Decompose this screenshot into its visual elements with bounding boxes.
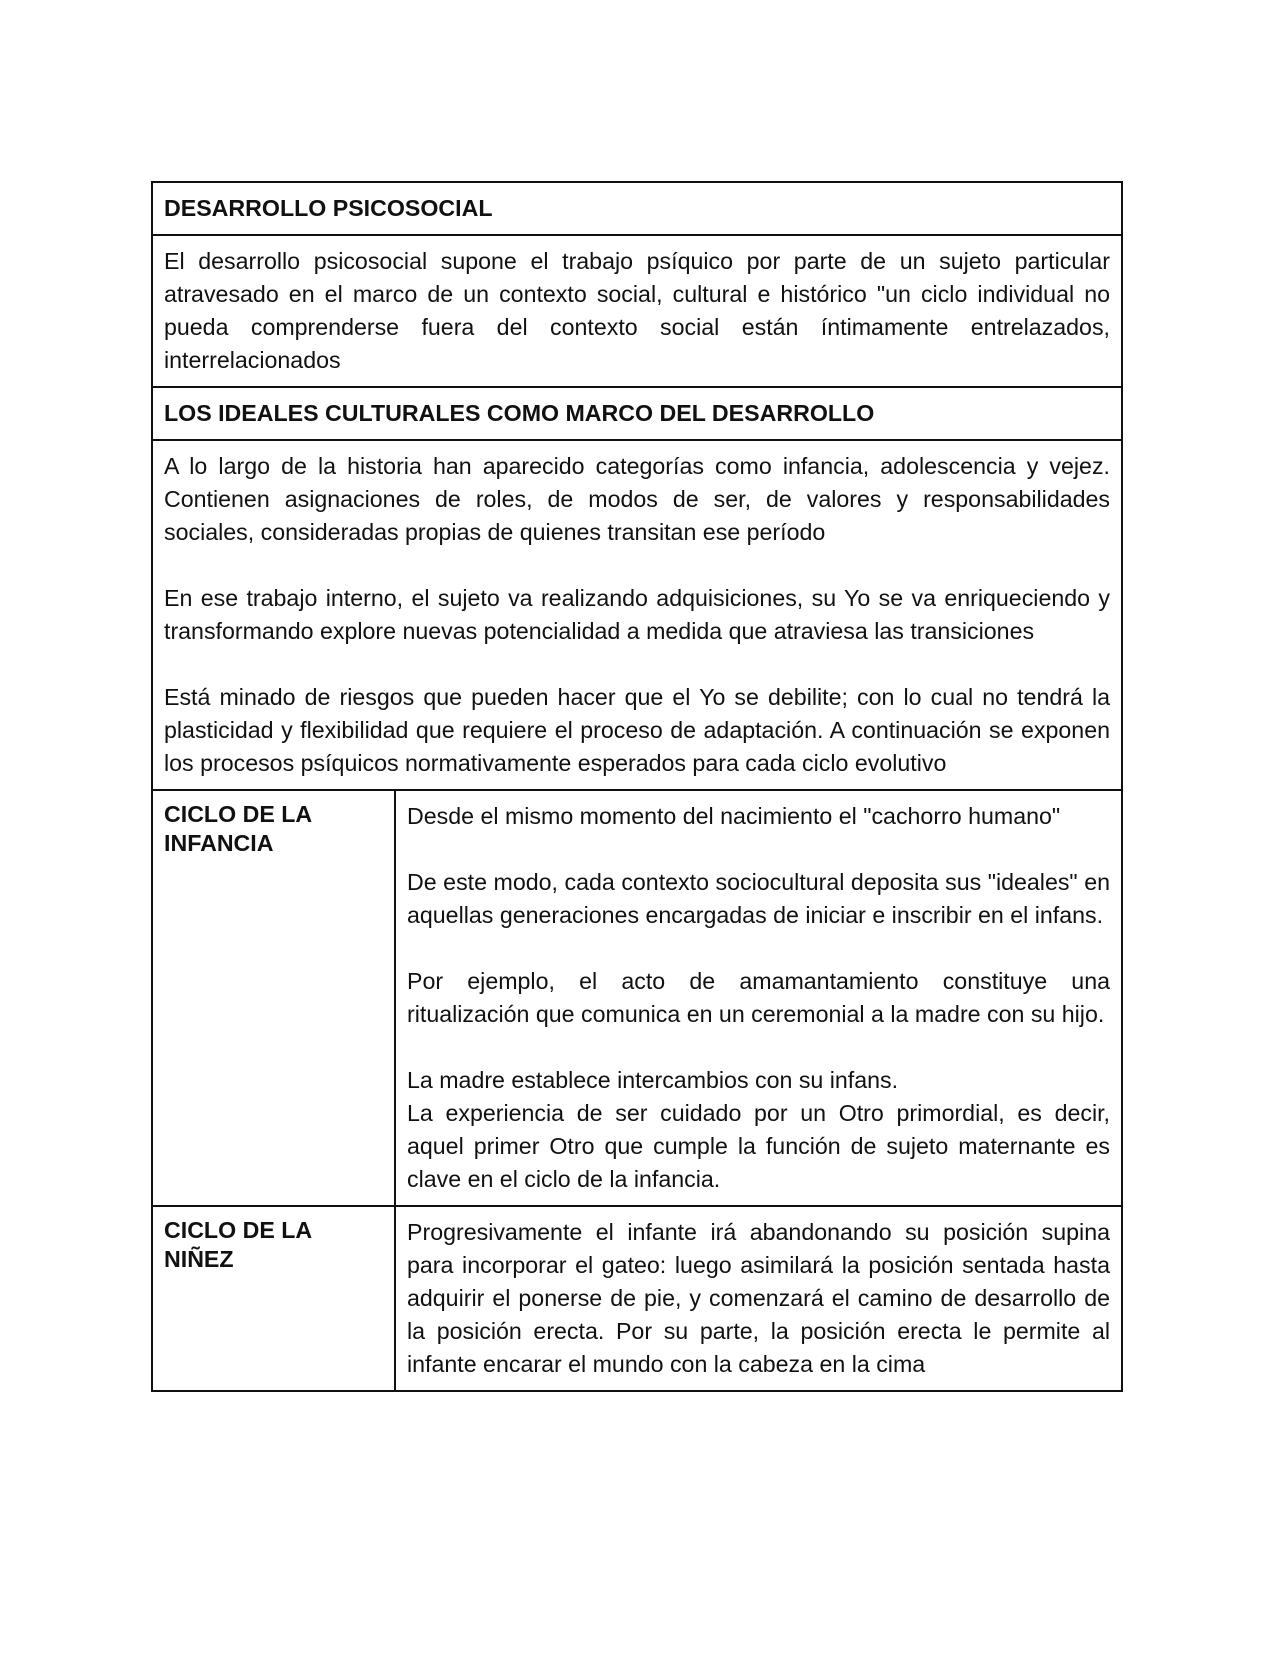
cycle-text-ninez <box>395 1206 1122 1391</box>
paragraph-line: La madre establece intercambios con su infans. <box>407 1067 899 1093</box>
section-heading-ideales-culturales: LOS IDEALES CULTURALES COMO MARCO DEL DESARROLLO <box>152 387 1122 440</box>
paragraph: Progresivamente el infante irá abandonando su posición supina para incorporar el gateo: luego asimilará la posición sentada hasta adquirir el ponerse de pie, y comenzará el camino de desarrollo de la posición erecta. Por su parte, la posición erecta le permite al infante encarar el mundo con la cabeza en la cima <box>407 1219 1110 1377</box>
paragraph: En ese trabajo interno, el sujeto va realizando adquisiciones, su Yo se va enriqueciendo y transformando explore nuevas potencialidad a medida que atraviesa las transiciones <box>164 585 1110 644</box>
cycle-label-line: CICLO DE LA <box>164 1217 313 1243</box>
table-row <box>152 182 1122 235</box>
cycle-label-line: INFANCIA <box>164 830 274 856</box>
cycle-label-line: CICLO DE LA <box>164 801 313 827</box>
table-row-ciclo-infancia <box>152 790 1122 1206</box>
cycle-label-ninez <box>152 1206 395 1391</box>
paragraph: Desde el mismo momento del nacimiento el "cachorro humano" <box>407 803 1061 829</box>
cycle-text-infancia <box>395 790 1122 1206</box>
content-table <box>151 181 1123 1392</box>
cycle-label-line: NIÑEZ <box>164 1246 234 1272</box>
table-row <box>152 235 1122 387</box>
section-body-ideales-culturales <box>152 440 1122 790</box>
paragraph: El desarrollo psicosocial supone el trabajo psíquico por parte de un sujeto particular atravesado en el marco de un contexto social, cultural e histórico "un ciclo individual no pueda comprenderse fuera del contexto social están íntimamente entrelazados, interrelacionados <box>164 248 1110 373</box>
paragraph <box>407 1064 1110 1196</box>
paragraph: Está minado de riesgos que pueden hacer que el Yo se debilite; con lo cual no tendrá la plasticidad y flexibilidad que requiere el proceso de adaptación. A continuación se exponen los procesos psíquicos normativamente esperados para cada ciclo evolutivo <box>164 684 1110 776</box>
paragraph: Por ejemplo, el acto de amamantamiento constituye una ritualización que comunica en un ceremonial a la madre con su hijo. <box>407 968 1110 1027</box>
paragraph: A lo largo de la historia han aparecido categorías como infancia, adolescencia y vejez. Contienen asignaciones de roles, de modos de ser, de valores y responsabilidades sociales, consideradas propias de quienes transitan ese período <box>164 453 1110 545</box>
paragraph-line: La experiencia de ser cuidado por un Otro primordial, es decir, aquel primer Otro que cumple la función de sujeto maternante es clave en el ciclo de la infancia. <box>407 1100 1110 1192</box>
table-row <box>152 440 1122 790</box>
paragraph: De este modo, cada contexto sociocultural deposita sus "ideales" en aquellas generaciones encargadas de iniciar e inscribir en el infans. <box>407 869 1110 928</box>
section-heading-desarrollo-psicosocial: DESARROLLO PSICOSOCIAL <box>152 182 1122 235</box>
table-row-ciclo-ninez <box>152 1206 1122 1391</box>
table-row <box>152 387 1122 440</box>
section-body-desarrollo-psicosocial <box>152 235 1122 387</box>
cycle-label-infancia <box>152 790 395 1206</box>
